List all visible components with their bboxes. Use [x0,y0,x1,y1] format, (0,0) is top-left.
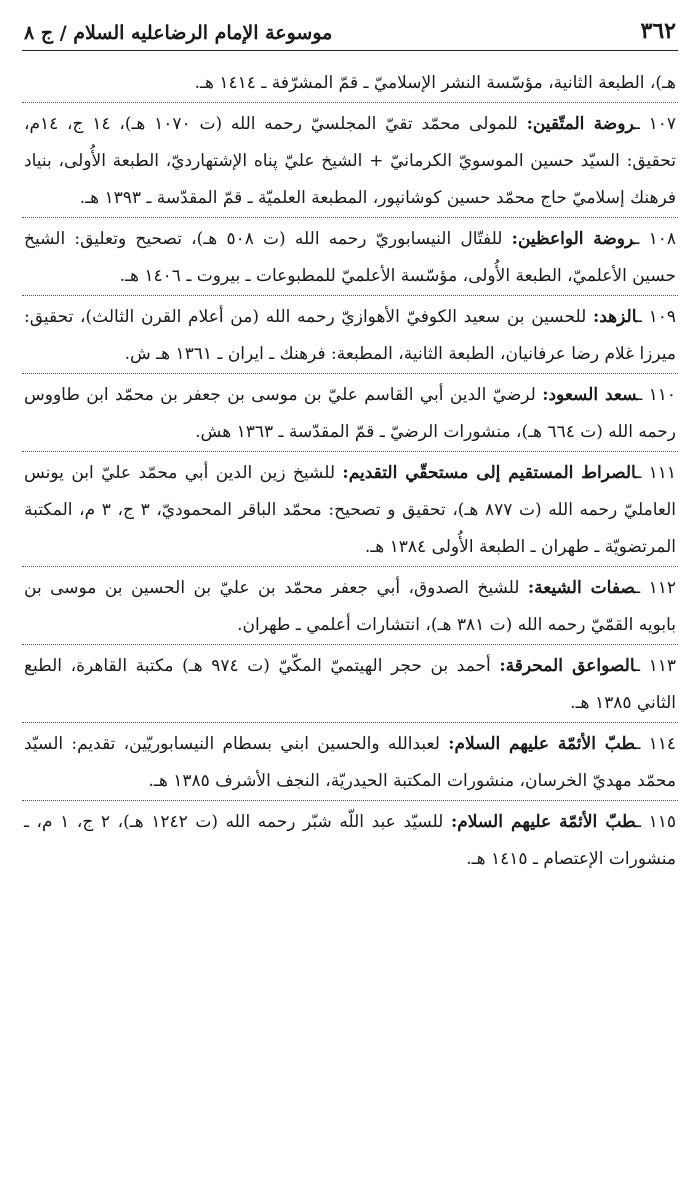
entry-number: ١١٤ ـ [635,734,676,754]
bibliography-list [22,65,678,878]
entry-text: للسيّد عبد اللّه شبّر رحمه الله (ت ١٢٤٢ هـ)، ٢ ج، ١ م، ـ منشورات الإعتصام ـ ١٤١٥ هـ. [24,812,676,869]
entry-title: سعد السعود: [542,385,638,405]
bibliography-entry-107 [22,102,678,217]
entry-number: ١١٢ ـ [635,578,676,598]
bibliography-entry-108 [22,217,678,295]
entry-text: للمولى محمّد تقيّ المجلسيّ رحمه الله (ت ١٠٧٠ هـ)، ١٤ ج، ١٤م، تحقيق: السيّد حسين الموسويّ الكرمانيّ + الشيخ عليّ پناه الإشتهارديّ، الطبعة الأُولى، بنياد فرهنك إسلاميّ حاج محمّد حسين كوشانپور، المطبعة العلميّة ـ قمّ المقدّسة ـ ١٣٩٣ هـ. [24,114,676,208]
entry-title: الصواعق المحرقة: [499,656,636,676]
book-title: موسوعة الإمام الرضاعليه السلام / ج ٨ [24,22,333,44]
page-number: ٣٦٢ [640,18,676,44]
entry-number: ١٠٨ ـ [634,229,676,249]
entry-text: للشيخ الصدوق، أبي جعفر محمّد بن عليّ بن الحسين بن موسى بن بابويه القمّيّ رحمه الله (ت ٣٨١ هـ)، انتشارات أعلمي ـ طهران. [24,578,676,635]
entry-title: الزهد: [592,307,637,327]
entry-text: للفتّال النيسابوريّ رحمه الله (ت ٥٠٨ هـ)، تصحيح وتعليق: الشيخ حسين الأعلميّ، الطبعة الأُولى، مؤسّسة الأعلميّ للمطبوعات ـ بيروت ـ ١٤٠٦ هـ. [24,229,676,286]
bibliography-entry-109 [22,295,678,373]
entry-text: للحسين بن سعيد الكوفيّ الأهوازيّ رحمه الله (من أعلام القرن الثالث)، تحقيق: ميرزا غلام رضا عرفانيان، الطبعة الثانية، المطبعة: فرهنك ـ ايران ـ ١٣٦١ هـ ش. [24,307,676,364]
entry-text: للشيخ زين الدين أبي محمّد عليّ ابن يونس العامليّ رحمه الله (ت ٨٧٧ هـ)، تحقيق و تصحيح: محمّد الباقر المحموديّ، ٣ ج، ٣ م، المكتبة المرتضويّة ـ طهران ـ الطبعة الأُولى ١٣٨٤ هـ. [24,463,676,557]
continued-entry: هـ)، الطبعة الثانية، مؤسّسة النشر الإسلاميّ ـ قمّ المشرّفة ـ ١٤١٤ هـ. [194,73,676,93]
bibliography-entry-110 [22,373,678,451]
entry-text: لرضيّ الدين أبي القاسم عليّ بن موسى بن جعفر بن محمّد ابن طاووس رحمه الله (ت ٦٦٤ هـ)، منشورات الرضيّ ـ قمّ المقدّسة ـ ١٣٦٣ هش. [24,385,676,442]
entry-number: ١١١ ـ [636,463,676,483]
entry-number: ١٠٧ ـ [634,114,676,134]
entry-number: ١١٠ ـ [637,385,676,405]
entry-title: طبّ الأئمّة عليهم السلام: [450,812,636,832]
entry-title: روضة المتّقين: [526,114,635,134]
entry-title: الصراط المستقيم إلى مستحقّي التقديم: [342,463,637,483]
entry-text: أحمد بن حجر الهيتميّ المكّيّ (ت ٩٧٤ هـ) مكتبة القاهرة، الطبع الثاني ١٣٨٥ هـ. [24,656,676,713]
bibliography-entry-113 [22,644,678,722]
entry-text: لعبدالله والحسين ابني بسطام النيسابوريّين، تقديم: السيّد محمّد مهديّ الخرسان، منشورات المكتبة الحيدريّة، النجف الأشرف ١٣٨٥ هـ. [24,734,676,791]
page [22,18,678,878]
entry-number: ١٠٩ ـ [636,307,676,327]
entry-title: روضة الواعظين: [511,229,635,249]
entry-title: طبّ الأئمّة عليهم السلام: [448,734,636,754]
bibliography-entry-114 [22,722,678,800]
bibliography-entry-111 [22,451,678,566]
bibliography-entry-115 [22,800,678,878]
entry-number: ١١٣ ـ [635,656,677,676]
bibliography-entry-112 [22,566,678,644]
running-header [22,18,678,51]
entry-title: صفات الشيعة: [527,578,636,598]
entry-number: ١١٥ ـ [636,812,676,832]
